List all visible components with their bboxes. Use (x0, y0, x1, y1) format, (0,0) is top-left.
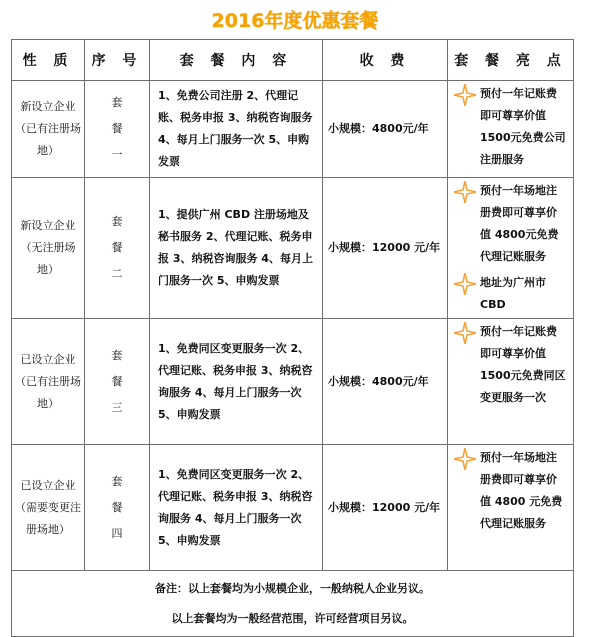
page-title: 2016年度优惠套餐 (211, 10, 379, 32)
table-row (12, 445, 574, 571)
row-fee: 小规模：12000 元/年 (323, 178, 448, 319)
header-fee: 收 费 (323, 40, 448, 81)
header-highlight: 套 餐 亮 点 (448, 40, 574, 81)
row-highlight (448, 319, 574, 445)
row-content: 1、免费公司注册 2、代理记账、税务申报 3、纳税咨询服务 4、每月上门服务一次 5、申购发票 (150, 81, 323, 178)
highlight-item: 地址为广州市 CBD (452, 272, 567, 316)
row-highlight (448, 81, 574, 178)
row-number: 套 餐 四 (85, 445, 150, 571)
row-type: 已设立企业（已有注册场地） (12, 319, 85, 445)
footer-line-1: 备注：以上套餐均为小规模企业，一般纳税人企业另议。 (155, 581, 430, 595)
row-fee: 小规模：12000 元/年 (323, 445, 448, 571)
row-fee: 小规模：4800元/年 (323, 319, 448, 445)
row-type: 新设立企业（无注册场地） (12, 178, 85, 319)
highlight-item: 预付一年记账费即可尊享价值 1500元免费公司注册服务 (452, 83, 567, 171)
row-content: 1、免费同区变更服务一次 2、代理记账、税务申报 3、纳税咨询服务 4、每月上门服务一次 5、申购发票 (150, 319, 323, 445)
package-table (11, 39, 574, 637)
row-fee: 小规模：4800元/年 (323, 81, 448, 178)
four-point-star-icon (454, 181, 476, 203)
row-type: 已设立企业（需要变更注册场地） (12, 445, 85, 571)
table-row (12, 178, 574, 319)
row-number: 套 餐 一 (85, 81, 150, 178)
four-point-star-icon (454, 448, 476, 470)
table-row (12, 81, 574, 178)
row-content: 1、免费同区变更服务一次 2、代理记账、税务申报 3、纳税咨询服务 4、每月上门服务一次 5、申购发票 (150, 445, 323, 571)
four-point-star-icon (454, 322, 476, 344)
highlight-item: 预付一年场地注册费即可尊享价值 4800元免费代理记账服务 (452, 180, 567, 268)
highlight-item: 预付一年记账费即可尊享价值 1500元免费同区变更服务一次 (452, 321, 567, 409)
header-type: 性 质 (12, 40, 85, 81)
row-number: 套 餐 二 (85, 178, 150, 319)
footer-line-2: 以上套餐均为一般经营范围，许可经营项目另议。 (171, 611, 414, 625)
row-highlight (448, 445, 574, 571)
header-no: 序 号 (85, 40, 150, 81)
four-point-star-icon (454, 84, 476, 106)
footer-row (12, 571, 574, 637)
header-row (12, 40, 574, 81)
row-number: 套 餐 三 (85, 319, 150, 445)
row-type: 新设立企业（已有注册场地） (12, 81, 85, 178)
row-highlight (448, 178, 574, 319)
row-content: 1、提供广州 CBD 注册场地及秘书服务 2、代理记账、税务申报 3、纳税咨询服务 4、每月上门服务一次 5、申购发票 (150, 178, 323, 319)
footer-note (12, 571, 574, 637)
four-point-star-icon (454, 273, 476, 295)
table-row (12, 319, 574, 445)
highlight-item: 预付一年场地注册费即可尊享价值 4800 元免费代理记账服务 (452, 447, 567, 535)
header-content: 套 餐 内 容 (150, 40, 323, 81)
